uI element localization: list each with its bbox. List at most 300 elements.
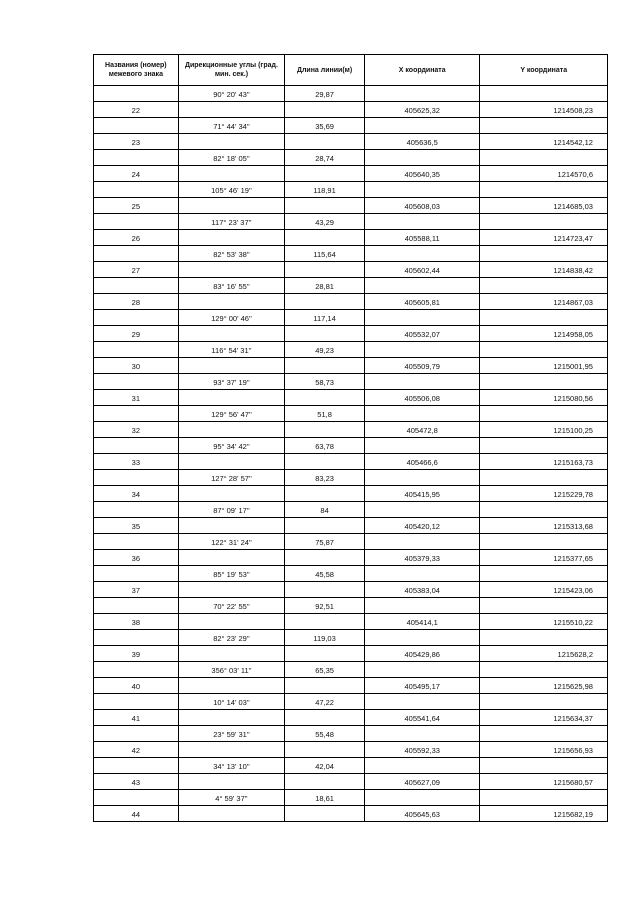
point-y-cell — [480, 326, 607, 341]
segment-length-cell — [285, 86, 365, 101]
segment-name-cell — [94, 630, 179, 645]
segment-name-cell — [94, 310, 179, 325]
point-angle-cell — [179, 326, 286, 341]
segment-x-cell — [365, 566, 481, 581]
point-row — [93, 390, 608, 406]
point-x-cell — [365, 806, 481, 821]
point-x-cell-value: 405472,8 — [406, 426, 438, 435]
point-x-cell-value: 405588,11 — [404, 234, 440, 243]
point-x-cell-value: 405532,07 — [404, 330, 440, 339]
segment-y-cell — [480, 214, 607, 229]
point-length-cell — [285, 742, 365, 757]
point-y-cell-value: 1214570,6 — [557, 170, 593, 179]
point-x-cell-value: 405605,81 — [404, 298, 440, 307]
segment-row — [93, 150, 608, 166]
point-row — [93, 710, 608, 726]
segment-length-cell — [285, 790, 365, 805]
segment-name-cell — [94, 182, 179, 197]
segment-name-cell — [94, 118, 179, 133]
point-row — [93, 230, 608, 246]
point-row — [93, 646, 608, 662]
segment-y-cell — [480, 758, 607, 773]
point-length-cell — [285, 166, 365, 181]
point-x-cell — [365, 134, 481, 149]
header-name: Названия (номер) межевого знака — [94, 55, 179, 85]
point-x-cell-value: 405506,08 — [404, 394, 440, 403]
segment-length-cell — [285, 342, 365, 357]
segment-x-cell — [365, 662, 481, 677]
segment-length-cell — [285, 598, 365, 613]
segment-row — [93, 566, 608, 582]
segment-length-cell — [285, 406, 365, 421]
point-x-cell — [365, 710, 481, 725]
point-y-cell-value: 1214723,47 — [553, 234, 593, 243]
segment-angle-cell — [179, 790, 286, 805]
segment-name-cell — [94, 694, 179, 709]
segment-x-cell — [365, 758, 481, 773]
point-row — [93, 806, 608, 822]
point-y-cell — [480, 358, 607, 373]
point-angle-cell — [179, 422, 286, 437]
segment-length-cell — [285, 662, 365, 677]
point-x-cell — [365, 358, 481, 373]
segment-row — [93, 470, 608, 486]
segment-row — [93, 662, 608, 678]
point-row — [93, 614, 608, 630]
segment-x-cell — [365, 534, 481, 549]
segment-name-cell — [94, 790, 179, 805]
segment-angle-cell-value: 95° 34' 42'' — [213, 442, 250, 451]
point-y-cell — [480, 710, 607, 725]
segment-length-cell-value: 118,91 — [313, 186, 336, 195]
segment-angle-cell-value: 85° 19' 53'' — [213, 570, 250, 579]
segment-length-cell-value: 58,73 — [315, 378, 334, 387]
segment-x-cell — [365, 246, 481, 261]
point-x-cell-value: 405379,33 — [404, 554, 440, 563]
segment-y-cell — [480, 726, 607, 741]
segment-y-cell — [480, 790, 607, 805]
segment-name-cell — [94, 502, 179, 517]
segment-x-cell — [365, 630, 481, 645]
point-length-cell — [285, 710, 365, 725]
point-x-cell — [365, 646, 481, 661]
segment-angle-cell-value: 117° 23' 37'' — [211, 218, 252, 227]
point-length-cell — [285, 230, 365, 245]
segment-length-cell-value: 115,64 — [313, 250, 336, 259]
table-header — [93, 54, 608, 86]
point-row — [93, 294, 608, 310]
segment-y-cell — [480, 86, 607, 101]
point-y-cell — [480, 102, 607, 117]
point-length-cell — [285, 422, 365, 437]
segment-name-cell — [94, 342, 179, 357]
point-x-cell — [365, 518, 481, 533]
point-y-cell-value: 1214838,42 — [553, 266, 593, 275]
point-x-cell-value: 405429,86 — [404, 650, 440, 659]
point-x-cell — [365, 326, 481, 341]
point-name-cell — [94, 326, 179, 341]
point-row — [93, 326, 608, 342]
point-x-cell-value: 405627,09 — [404, 778, 440, 787]
segment-name-cell — [94, 726, 179, 741]
point-row — [93, 678, 608, 694]
segment-angle-cell — [179, 566, 286, 581]
point-y-cell-value: 1214685,03 — [553, 202, 593, 211]
segment-length-cell — [285, 182, 365, 197]
point-y-cell — [480, 454, 607, 469]
point-length-cell — [285, 198, 365, 213]
segment-angle-cell — [179, 438, 286, 453]
segment-y-cell — [480, 118, 607, 133]
segment-angle-cell-value: 4° 59' 37'' — [215, 794, 248, 803]
segment-angle-cell — [179, 630, 286, 645]
segment-length-cell-value: 51,8 — [317, 410, 332, 419]
point-angle-cell — [179, 646, 286, 661]
point-name-cell — [94, 262, 179, 277]
segment-name-cell — [94, 438, 179, 453]
segment-length-cell — [285, 246, 365, 261]
point-name-cell — [94, 806, 179, 821]
point-x-cell — [365, 614, 481, 629]
point-y-cell — [480, 550, 607, 565]
point-x-cell-value: 405420,12 — [404, 522, 440, 531]
point-x-cell-value: 405383,04 — [404, 586, 440, 595]
segment-name-cell — [94, 86, 179, 101]
segment-angle-cell-value: 83° 16' 55'' — [213, 282, 250, 291]
point-y-cell — [480, 774, 607, 789]
segment-angle-cell — [179, 374, 286, 389]
segment-x-cell — [365, 150, 481, 165]
point-x-cell-value: 405640,35 — [404, 170, 440, 179]
segment-angle-cell — [179, 662, 286, 677]
segment-length-cell — [285, 374, 365, 389]
point-y-cell — [480, 422, 607, 437]
point-angle-cell — [179, 678, 286, 693]
segment-angle-cell — [179, 310, 286, 325]
segment-row — [93, 278, 608, 294]
segment-row — [93, 598, 608, 614]
point-row — [93, 166, 608, 182]
segment-y-cell — [480, 502, 607, 517]
segment-y-cell — [480, 342, 607, 357]
segment-x-cell — [365, 406, 481, 421]
segment-angle-cell-value: 129° 00' 46'' — [211, 314, 252, 323]
point-x-cell — [365, 102, 481, 117]
segment-length-cell — [285, 214, 365, 229]
segment-name-cell — [94, 598, 179, 613]
point-x-cell — [365, 550, 481, 565]
segment-y-cell — [480, 278, 607, 293]
segment-row — [93, 502, 608, 518]
segment-length-cell-value: 92,51 — [315, 602, 334, 611]
segment-row — [93, 86, 608, 102]
segment-length-cell-value: 45,58 — [315, 570, 334, 579]
point-y-cell-value: 1214958,05 — [553, 330, 593, 339]
point-x-cell-value: 405466,6 — [406, 458, 438, 467]
point-length-cell — [285, 518, 365, 533]
point-x-cell — [365, 166, 481, 181]
point-y-cell — [480, 518, 607, 533]
point-name-cell-value: 31 — [131, 394, 140, 403]
point-row — [93, 582, 608, 598]
segment-y-cell — [480, 150, 607, 165]
point-name-cell-value: 24 — [131, 170, 140, 179]
segment-name-cell — [94, 534, 179, 549]
segment-x-cell — [365, 214, 481, 229]
point-name-cell-value: 43 — [131, 778, 140, 787]
point-angle-cell — [179, 454, 286, 469]
point-angle-cell — [179, 358, 286, 373]
segment-angle-cell-value: 82° 18' 05'' — [213, 154, 250, 163]
point-row — [93, 486, 608, 502]
point-y-cell — [480, 134, 607, 149]
segment-angle-cell-value: 122° 31' 24'' — [211, 538, 252, 547]
point-name-cell-value: 37 — [131, 586, 140, 595]
table-body — [93, 86, 608, 822]
point-length-cell — [285, 486, 365, 501]
segment-row — [93, 374, 608, 390]
point-name-cell-value: 36 — [131, 554, 140, 563]
segment-angle-cell-value: 87° 09' 17'' — [213, 506, 250, 515]
point-name-cell-value: 38 — [131, 618, 140, 627]
point-row — [93, 550, 608, 566]
segment-length-cell-value: 43,29 — [315, 218, 334, 227]
point-name-cell — [94, 614, 179, 629]
point-x-cell-value: 405414,1 — [406, 618, 438, 627]
point-x-cell-value: 405602,44 — [404, 266, 440, 275]
point-name-cell-value: 35 — [131, 522, 140, 531]
point-angle-cell — [179, 614, 286, 629]
segment-row — [93, 118, 608, 134]
segment-length-cell-value: 63,78 — [315, 442, 334, 451]
segment-length-cell — [285, 502, 365, 517]
segment-angle-cell — [179, 758, 286, 773]
point-name-cell — [94, 710, 179, 725]
point-row — [93, 134, 608, 150]
segment-angle-cell — [179, 470, 286, 485]
point-name-cell-value: 28 — [131, 298, 140, 307]
point-x-cell — [365, 582, 481, 597]
point-y-cell-value: 1215423,06 — [553, 586, 593, 595]
segment-row — [93, 310, 608, 326]
segment-name-cell — [94, 470, 179, 485]
point-y-cell-value: 1215100,25 — [553, 426, 593, 435]
point-angle-cell — [179, 582, 286, 597]
point-x-cell — [365, 678, 481, 693]
segment-x-cell — [365, 694, 481, 709]
point-name-cell — [94, 358, 179, 373]
segment-x-cell — [365, 502, 481, 517]
header-length: Длина линии(м) — [285, 55, 365, 85]
segment-length-cell-value: 49,23 — [315, 346, 334, 355]
point-length-cell — [285, 358, 365, 373]
segment-x-cell — [365, 790, 481, 805]
point-angle-cell — [179, 710, 286, 725]
point-y-cell-value: 1215656,93 — [553, 746, 593, 755]
point-x-cell-value: 405625,32 — [404, 106, 440, 115]
segment-angle-cell — [179, 182, 286, 197]
point-angle-cell — [179, 774, 286, 789]
segment-length-cell-value: 35,69 — [315, 122, 334, 131]
segment-angle-cell-value: 70° 22' 55'' — [213, 602, 250, 611]
point-angle-cell — [179, 134, 286, 149]
point-row — [93, 518, 608, 534]
segment-length-cell — [285, 630, 365, 645]
point-angle-cell — [179, 518, 286, 533]
segment-name-cell — [94, 246, 179, 261]
segment-angle-cell — [179, 246, 286, 261]
point-name-cell-value: 33 — [131, 458, 140, 467]
segment-row — [93, 214, 608, 230]
segment-angle-cell — [179, 214, 286, 229]
point-length-cell — [285, 294, 365, 309]
point-row — [93, 774, 608, 790]
segment-angle-cell — [179, 502, 286, 517]
header-y: Y координата — [520, 66, 568, 74]
segment-row — [93, 726, 608, 742]
point-x-cell — [365, 390, 481, 405]
segment-angle-cell — [179, 598, 286, 613]
segment-x-cell — [365, 278, 481, 293]
point-y-cell-value: 1215510,22 — [553, 618, 593, 627]
point-y-cell — [480, 230, 607, 245]
segment-length-cell-value: 29,87 — [315, 90, 334, 99]
segment-y-cell — [480, 598, 607, 613]
boundary-coordinates-table — [93, 54, 608, 822]
segment-length-cell — [285, 278, 365, 293]
point-y-cell — [480, 262, 607, 277]
point-name-cell — [94, 646, 179, 661]
point-name-cell — [94, 294, 179, 309]
segment-length-cell — [285, 310, 365, 325]
point-y-cell-value: 1215001,95 — [553, 362, 593, 371]
point-length-cell — [285, 678, 365, 693]
point-x-cell-value: 405636,5 — [406, 138, 438, 147]
segment-row — [93, 246, 608, 262]
point-length-cell — [285, 390, 365, 405]
segment-angle-cell-value: 82° 53' 38'' — [213, 250, 250, 259]
point-length-cell — [285, 806, 365, 821]
point-x-cell — [365, 742, 481, 757]
point-row — [93, 102, 608, 118]
point-name-cell — [94, 422, 179, 437]
point-length-cell — [285, 262, 365, 277]
segment-angle-cell-value: 127° 28' 57'' — [211, 474, 252, 483]
point-y-cell — [480, 742, 607, 757]
segment-y-cell — [480, 470, 607, 485]
segment-angle-cell — [179, 694, 286, 709]
point-row — [93, 198, 608, 214]
segment-angle-cell — [179, 342, 286, 357]
segment-name-cell — [94, 662, 179, 677]
segment-row — [93, 406, 608, 422]
point-length-cell — [285, 102, 365, 117]
point-x-cell-value: 405495,17 — [404, 682, 440, 691]
point-name-cell-value: 34 — [131, 490, 140, 499]
segment-name-cell — [94, 758, 179, 773]
segment-angle-cell — [179, 726, 286, 741]
segment-row — [93, 182, 608, 198]
point-x-cell-value: 405509,79 — [404, 362, 440, 371]
segment-length-cell — [285, 118, 365, 133]
point-angle-cell — [179, 742, 286, 757]
point-y-cell — [480, 614, 607, 629]
segment-angle-cell-value: 105° 46' 19'' — [211, 186, 252, 195]
segment-length-cell-value: 65,35 — [315, 666, 334, 675]
segment-x-cell — [365, 86, 481, 101]
point-length-cell — [285, 774, 365, 789]
segment-angle-cell-value: 23° 59' 31'' — [213, 730, 250, 739]
segment-length-cell-value: 83,23 — [315, 474, 334, 483]
segment-name-cell — [94, 214, 179, 229]
point-y-cell — [480, 646, 607, 661]
segment-length-cell-value: 47,22 — [315, 698, 334, 707]
header-x: X координата — [365, 55, 481, 85]
segment-angle-cell — [179, 150, 286, 165]
point-row — [93, 262, 608, 278]
segment-length-cell-value: 55,48 — [315, 730, 334, 739]
segment-angle-cell-value: 82° 23' 29'' — [213, 634, 250, 643]
point-length-cell — [285, 646, 365, 661]
point-y-cell-value: 1215680,57 — [553, 778, 593, 787]
point-y-cell-value: 1215229,78 — [553, 490, 593, 499]
point-name-cell — [94, 742, 179, 757]
point-y-cell — [480, 486, 607, 501]
segment-y-cell — [480, 662, 607, 677]
point-y-cell-value: 1215682,19 — [553, 810, 593, 819]
segment-x-cell — [365, 118, 481, 133]
segment-x-cell — [365, 310, 481, 325]
point-y-cell — [480, 806, 607, 821]
point-name-cell — [94, 486, 179, 501]
point-y-cell-value: 1214508,23 — [553, 106, 593, 115]
segment-x-cell — [365, 182, 481, 197]
point-y-cell-value: 1215628,2 — [557, 650, 593, 659]
point-row — [93, 742, 608, 758]
segment-y-cell — [480, 406, 607, 421]
point-name-cell — [94, 550, 179, 565]
point-name-cell-value: 22 — [131, 106, 140, 115]
point-y-cell — [480, 294, 607, 309]
point-y-cell-value: 1214867,03 — [553, 298, 593, 307]
point-name-cell — [94, 774, 179, 789]
segment-name-cell — [94, 566, 179, 581]
point-name-cell — [94, 102, 179, 117]
segment-angle-cell — [179, 86, 286, 101]
point-name-cell — [94, 582, 179, 597]
point-y-cell — [480, 390, 607, 405]
segment-x-cell — [365, 438, 481, 453]
segment-angle-cell-value: 34° 13' 10'' — [213, 762, 250, 771]
point-length-cell — [285, 582, 365, 597]
segment-row — [93, 438, 608, 454]
segment-y-cell — [480, 374, 607, 389]
segment-y-cell — [480, 182, 607, 197]
segment-row — [93, 694, 608, 710]
point-name-cell-value: 23 — [131, 138, 140, 147]
point-angle-cell — [179, 166, 286, 181]
point-angle-cell — [179, 198, 286, 213]
point-name-cell — [94, 198, 179, 213]
header-angle: Дирекционные углы (град. мин. сек.) — [179, 55, 286, 85]
segment-y-cell — [480, 246, 607, 261]
point-name-cell-value: 42 — [131, 746, 140, 755]
point-length-cell — [285, 134, 365, 149]
segment-length-cell — [285, 150, 365, 165]
segment-length-cell-value: 42,04 — [315, 762, 334, 771]
point-name-cell-value: 32 — [131, 426, 140, 435]
point-length-cell — [285, 550, 365, 565]
